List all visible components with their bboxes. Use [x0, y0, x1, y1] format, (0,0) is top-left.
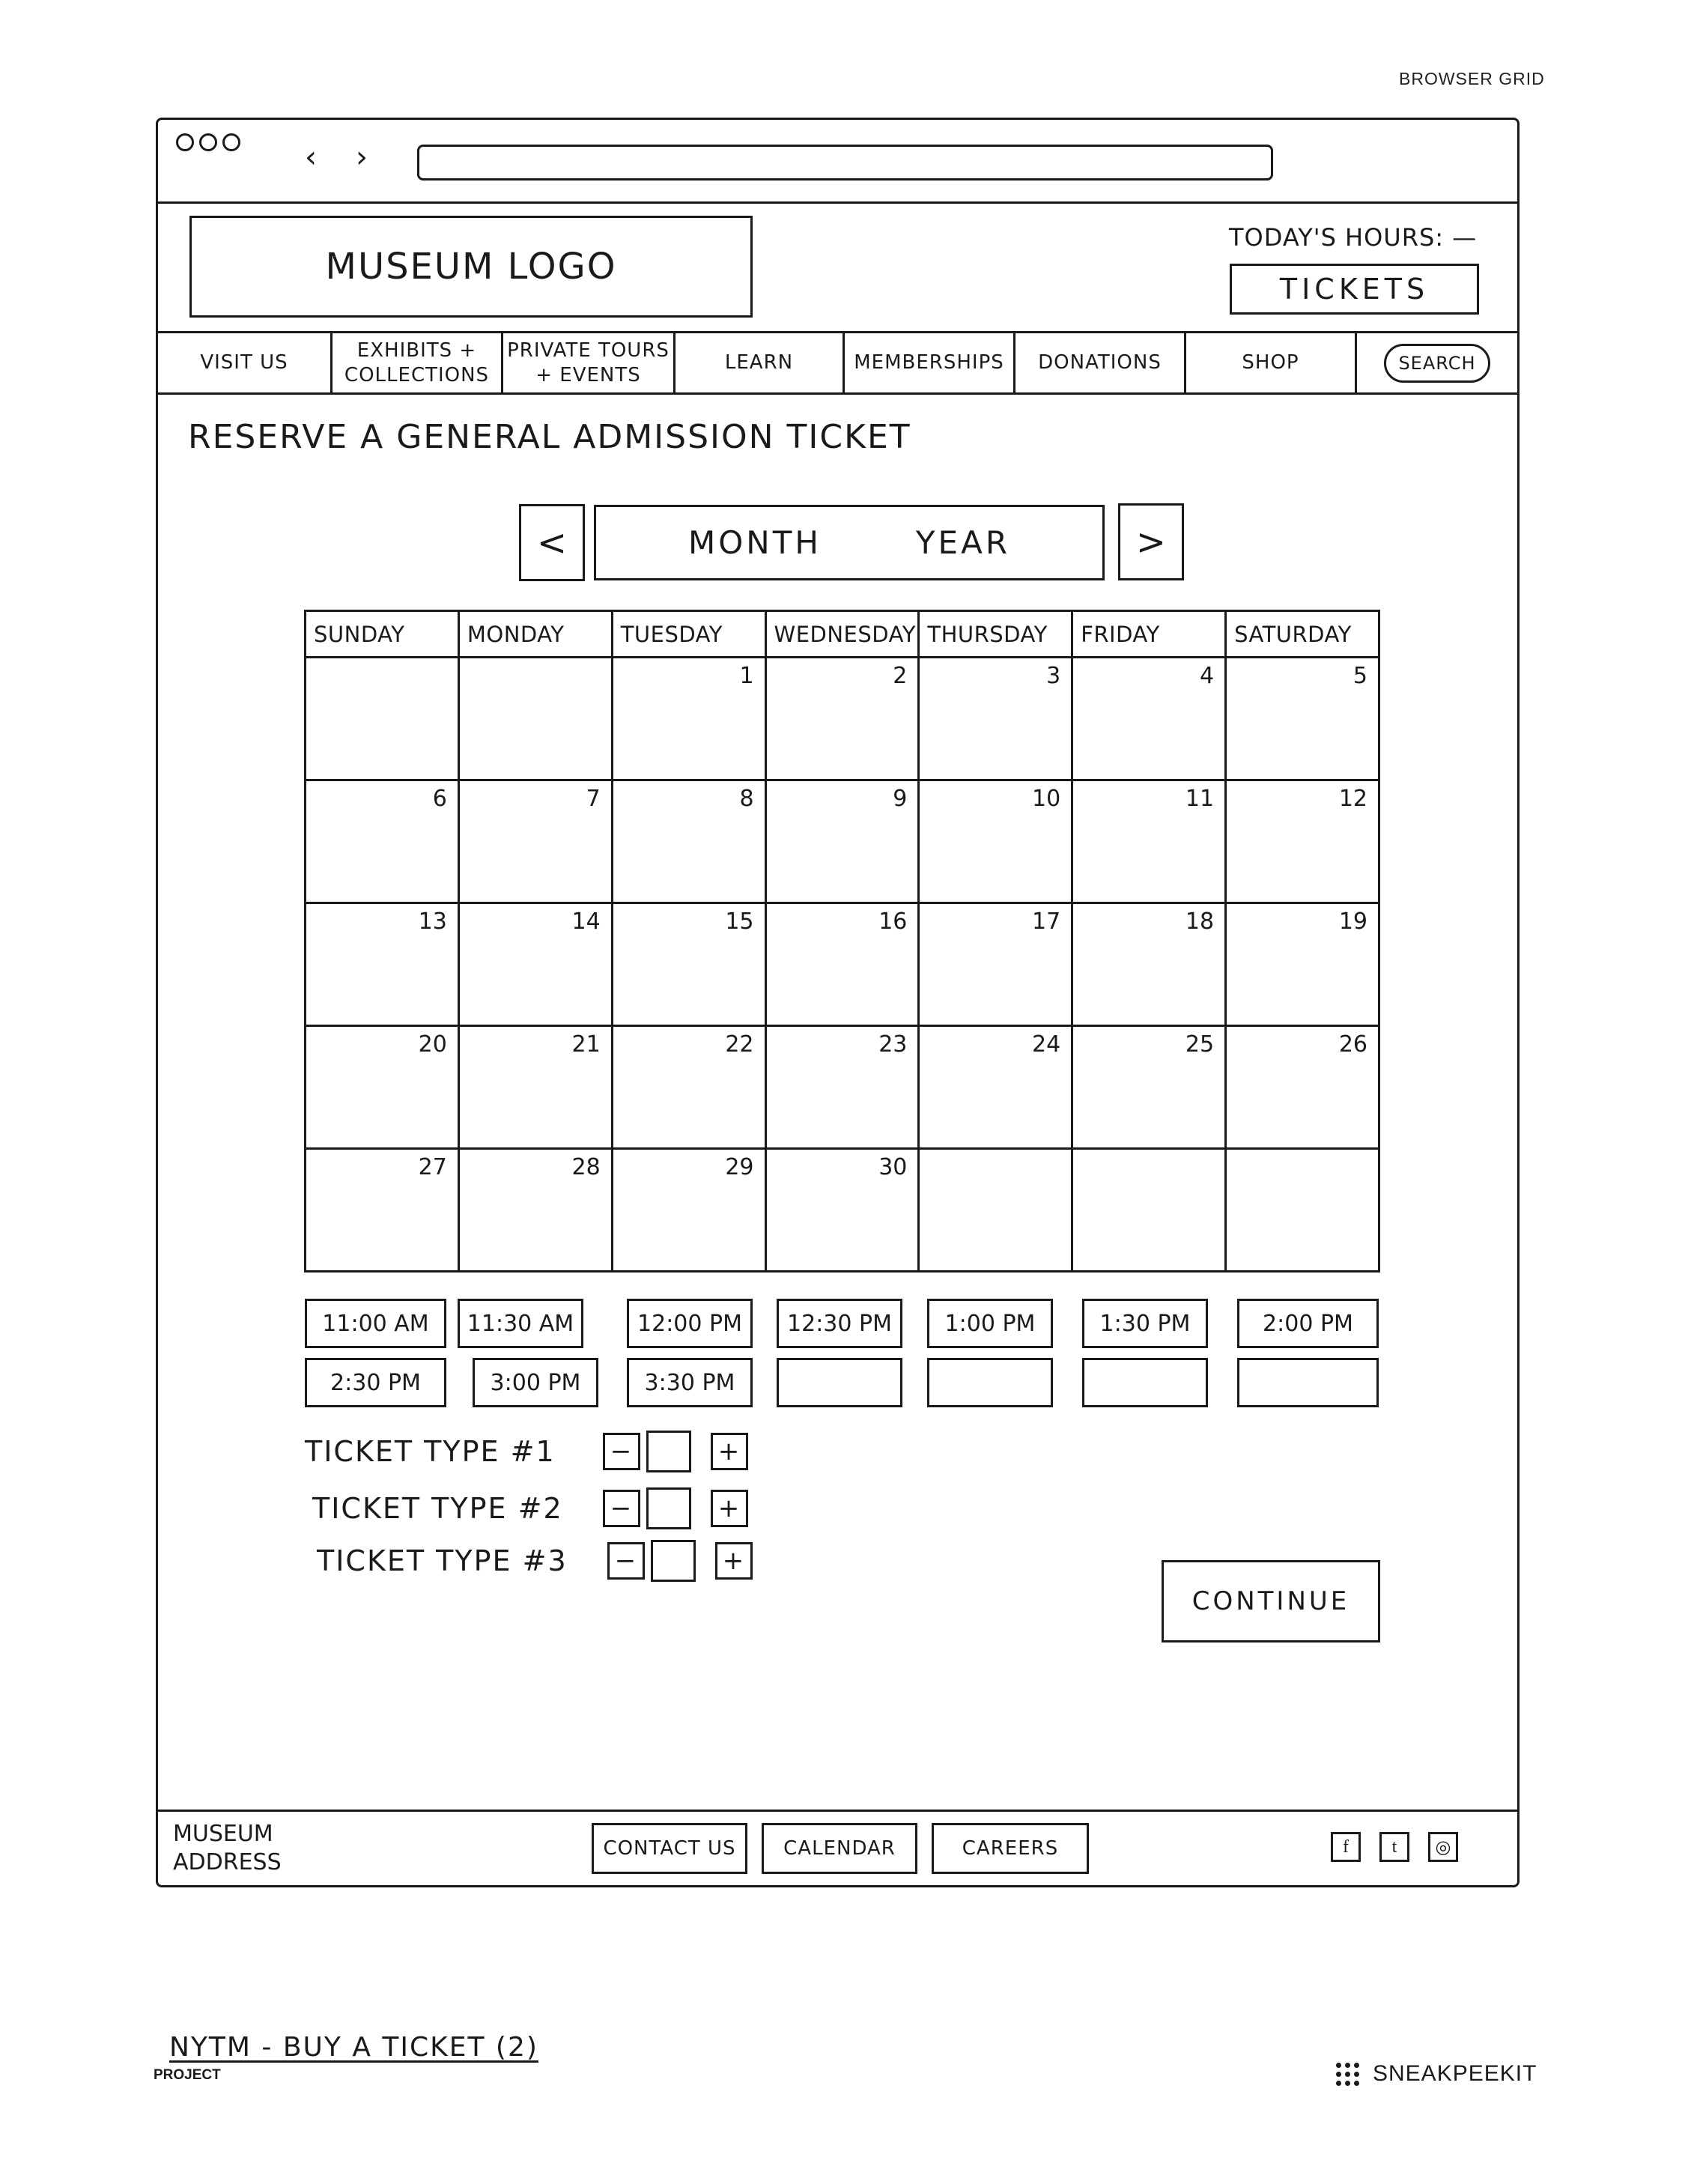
museum-logo[interactable]: MUSEUM LOGO [189, 216, 753, 318]
prev-month-button[interactable]: < [519, 504, 585, 581]
tickets-button[interactable]: TICKETS [1230, 264, 1479, 315]
contact-us-button[interactable]: CONTACT US [592, 1823, 747, 1874]
quantity-field[interactable] [646, 1431, 691, 1472]
nav-exhibits-label-2: COLLECTIONS [344, 363, 490, 386]
ticket-type-label: TICKET TYPE #1 [305, 1435, 556, 1468]
calendar-day-cell[interactable]: 10 [919, 780, 1072, 903]
window-dot-icon[interactable] [199, 133, 217, 151]
calendar-day-cell[interactable]: 13 [306, 903, 459, 1026]
calendar-day-cell[interactable]: 9 [765, 780, 919, 903]
calendar-day-cell[interactable]: 22 [612, 1026, 765, 1149]
calendar-day-cell[interactable]: 28 [458, 1149, 612, 1272]
address-line-2: ADDRESS [173, 1848, 282, 1875]
calendar-day-cell[interactable]: 15 [612, 903, 765, 1026]
increment-button[interactable]: + [711, 1490, 748, 1527]
museum-address [173, 1820, 282, 1876]
chrome-divider [158, 201, 1517, 204]
browser-forward-icon[interactable]: › [356, 140, 368, 175]
calendar-day-cell[interactable] [1226, 1149, 1379, 1272]
instagram-icon[interactable]: ◎ [1428, 1832, 1458, 1862]
address-bar[interactable] [417, 145, 1273, 181]
calendar-day-cell[interactable]: 11 [1072, 780, 1226, 903]
calendar-week-row [306, 658, 1379, 780]
decrement-button[interactable]: − [603, 1433, 640, 1470]
year-label: YEAR [915, 524, 1011, 561]
calendar-day-cell[interactable]: 21 [458, 1026, 612, 1149]
calendar-day-cell[interactable]: 23 [765, 1026, 919, 1149]
calendar-day-cell[interactable] [458, 658, 612, 780]
nav-learn-label: LEARN [724, 351, 794, 374]
time-slot-button[interactable]: 11:00 AM [305, 1299, 446, 1348]
sneakpeekit-brand [1336, 2061, 1537, 2087]
day-header: MONDAY [458, 611, 612, 658]
nav-visit-us[interactable] [158, 333, 333, 392]
nav-tours-label-1: PRIVATE TOURS [507, 339, 670, 362]
calendar-day-cell[interactable]: 24 [919, 1026, 1072, 1149]
time-slot-button[interactable] [777, 1358, 902, 1407]
calendar-day-cell[interactable] [1072, 1149, 1226, 1272]
time-slot-button[interactable] [1082, 1358, 1208, 1407]
calendar-day-cell[interactable] [919, 1149, 1072, 1272]
ticket-type-row [305, 1431, 748, 1472]
month-year-display [594, 505, 1105, 580]
increment-button[interactable]: + [711, 1433, 748, 1470]
time-slot-button[interactable]: 1:30 PM [1082, 1299, 1208, 1348]
careers-button[interactable]: CAREERS [932, 1823, 1089, 1874]
ticket-type-label: TICKET TYPE #3 [317, 1544, 568, 1577]
ticket-type-row [317, 1540, 753, 1582]
continue-button[interactable]: CONTINUE [1162, 1560, 1380, 1642]
calendar-day-cell[interactable]: 27 [306, 1149, 459, 1272]
nav-visit-us-label: VISIT US [200, 351, 288, 374]
time-slot-button[interactable]: 11:30 AM [458, 1299, 583, 1348]
nav-shop[interactable] [1186, 333, 1357, 392]
page-title: RESERVE A GENERAL ADMISSION TICKET [188, 418, 911, 456]
calendar-day-cell[interactable]: 30 [765, 1149, 919, 1272]
day-header: FRIDAY [1072, 611, 1226, 658]
calendar-day-cell[interactable]: 26 [1226, 1026, 1379, 1149]
calendar-day-cell[interactable]: 8 [612, 780, 765, 903]
nav-search [1357, 333, 1517, 392]
day-header: SUNDAY [306, 611, 459, 658]
calendar-day-cell[interactable]: 5 [1226, 658, 1379, 780]
calendar-day-cell[interactable]: 2 [765, 658, 919, 780]
time-slot-button[interactable] [1237, 1358, 1379, 1407]
day-header: THURSDAY [919, 611, 1072, 658]
ticket-type-label: TICKET TYPE #2 [312, 1492, 563, 1525]
decrement-button[interactable]: − [603, 1490, 640, 1527]
main-nav [158, 331, 1517, 395]
time-slot-button[interactable]: 2:30 PM [305, 1358, 446, 1407]
calendar-day-cell[interactable]: 7 [458, 780, 612, 903]
project-name: NYTM - BUY A TICKET (2) [169, 2032, 538, 2063]
calendar-day-cell[interactable]: 3 [919, 658, 1072, 780]
nav-donations-label: DONATIONS [1038, 351, 1162, 374]
facebook-icon[interactable]: f [1331, 1832, 1361, 1862]
time-slot-button[interactable]: 2:00 PM [1237, 1299, 1379, 1348]
calendar-day-cell[interactable]: 1 [612, 658, 765, 780]
calendar-grid [304, 610, 1380, 1273]
brand-dots-icon [1336, 2063, 1359, 2086]
time-slot-button[interactable]: 3:00 PM [473, 1358, 598, 1407]
calendar-day-cell[interactable]: 25 [1072, 1026, 1226, 1149]
nav-donations[interactable] [1015, 333, 1186, 392]
window-dot-icon[interactable] [176, 133, 194, 151]
nav-exhibits-label-1: EXHIBITS + [356, 339, 477, 362]
time-slot-button[interactable]: 12:00 PM [627, 1299, 753, 1348]
project-label: PROJECT [154, 2067, 221, 2083]
quantity-field[interactable] [651, 1540, 696, 1582]
time-slot-button[interactable]: 3:30 PM [627, 1358, 753, 1407]
day-header: WEDNESDAY [765, 611, 919, 658]
calendar-header-row [306, 611, 1379, 658]
time-slot-button[interactable]: 1:00 PM [927, 1299, 1053, 1348]
calendar-day-cell[interactable]: 29 [612, 1149, 765, 1272]
nav-memberships-label: MEMBERSHIPS [854, 351, 1004, 374]
nav-shop-label: SHOP [1242, 351, 1299, 374]
decrement-button[interactable]: − [607, 1542, 645, 1580]
next-month-button[interactable]: > [1118, 503, 1184, 580]
calendar-day-cell[interactable]: 18 [1072, 903, 1226, 1026]
nav-tours-label-2: + EVENTS [535, 363, 641, 386]
day-header: TUESDAY [612, 611, 765, 658]
calendar-button[interactable]: CALENDAR [762, 1823, 917, 1874]
calendar-day-cell[interactable]: 6 [306, 780, 459, 903]
template-label: BROWSER GRID [1399, 69, 1545, 88]
quantity-field[interactable] [646, 1487, 691, 1529]
brand-name: SNEAKPEEKIT [1373, 2061, 1537, 2086]
calendar-day-cell[interactable]: 4 [1072, 658, 1226, 780]
nav-learn[interactable] [676, 333, 845, 392]
twitter-icon[interactable]: t [1379, 1832, 1409, 1862]
calendar-week-row [306, 1026, 1379, 1149]
search-button[interactable]: SEARCH [1384, 344, 1490, 383]
nav-memberships[interactable] [845, 333, 1015, 392]
browser-back-icon[interactable]: ‹ [305, 140, 317, 175]
calendar-week-row [306, 903, 1379, 1026]
calendar-day-cell[interactable]: 17 [919, 903, 1072, 1026]
time-slot-button[interactable] [927, 1358, 1053, 1407]
footer-divider [158, 1810, 1517, 1812]
calendar-week-row [306, 1149, 1379, 1272]
day-header: SATURDAY [1226, 611, 1379, 658]
ticket-type-row [312, 1487, 748, 1529]
calendar-day-cell[interactable]: 19 [1226, 903, 1379, 1026]
calendar-day-cell[interactable]: 20 [306, 1026, 459, 1149]
browser-window [156, 118, 1520, 1887]
month-label: MONTH [687, 524, 822, 561]
increment-button[interactable]: + [715, 1542, 753, 1580]
address-line-1: MUSEUM [173, 1821, 273, 1847]
calendar-week-row [306, 780, 1379, 903]
calendar-day-cell[interactable]: 16 [765, 903, 919, 1026]
calendar-day-cell[interactable]: 12 [1226, 780, 1379, 903]
calendar-day-cell[interactable]: 14 [458, 903, 612, 1026]
nav-exhibits[interactable] [333, 333, 503, 392]
calendar-day-cell[interactable] [306, 658, 459, 780]
time-slot-button[interactable]: 12:30 PM [777, 1299, 902, 1348]
nav-private-tours[interactable] [503, 333, 676, 392]
window-dot-icon[interactable] [222, 133, 240, 151]
todays-hours: TODAY'S HOURS: — [1229, 223, 1478, 252]
